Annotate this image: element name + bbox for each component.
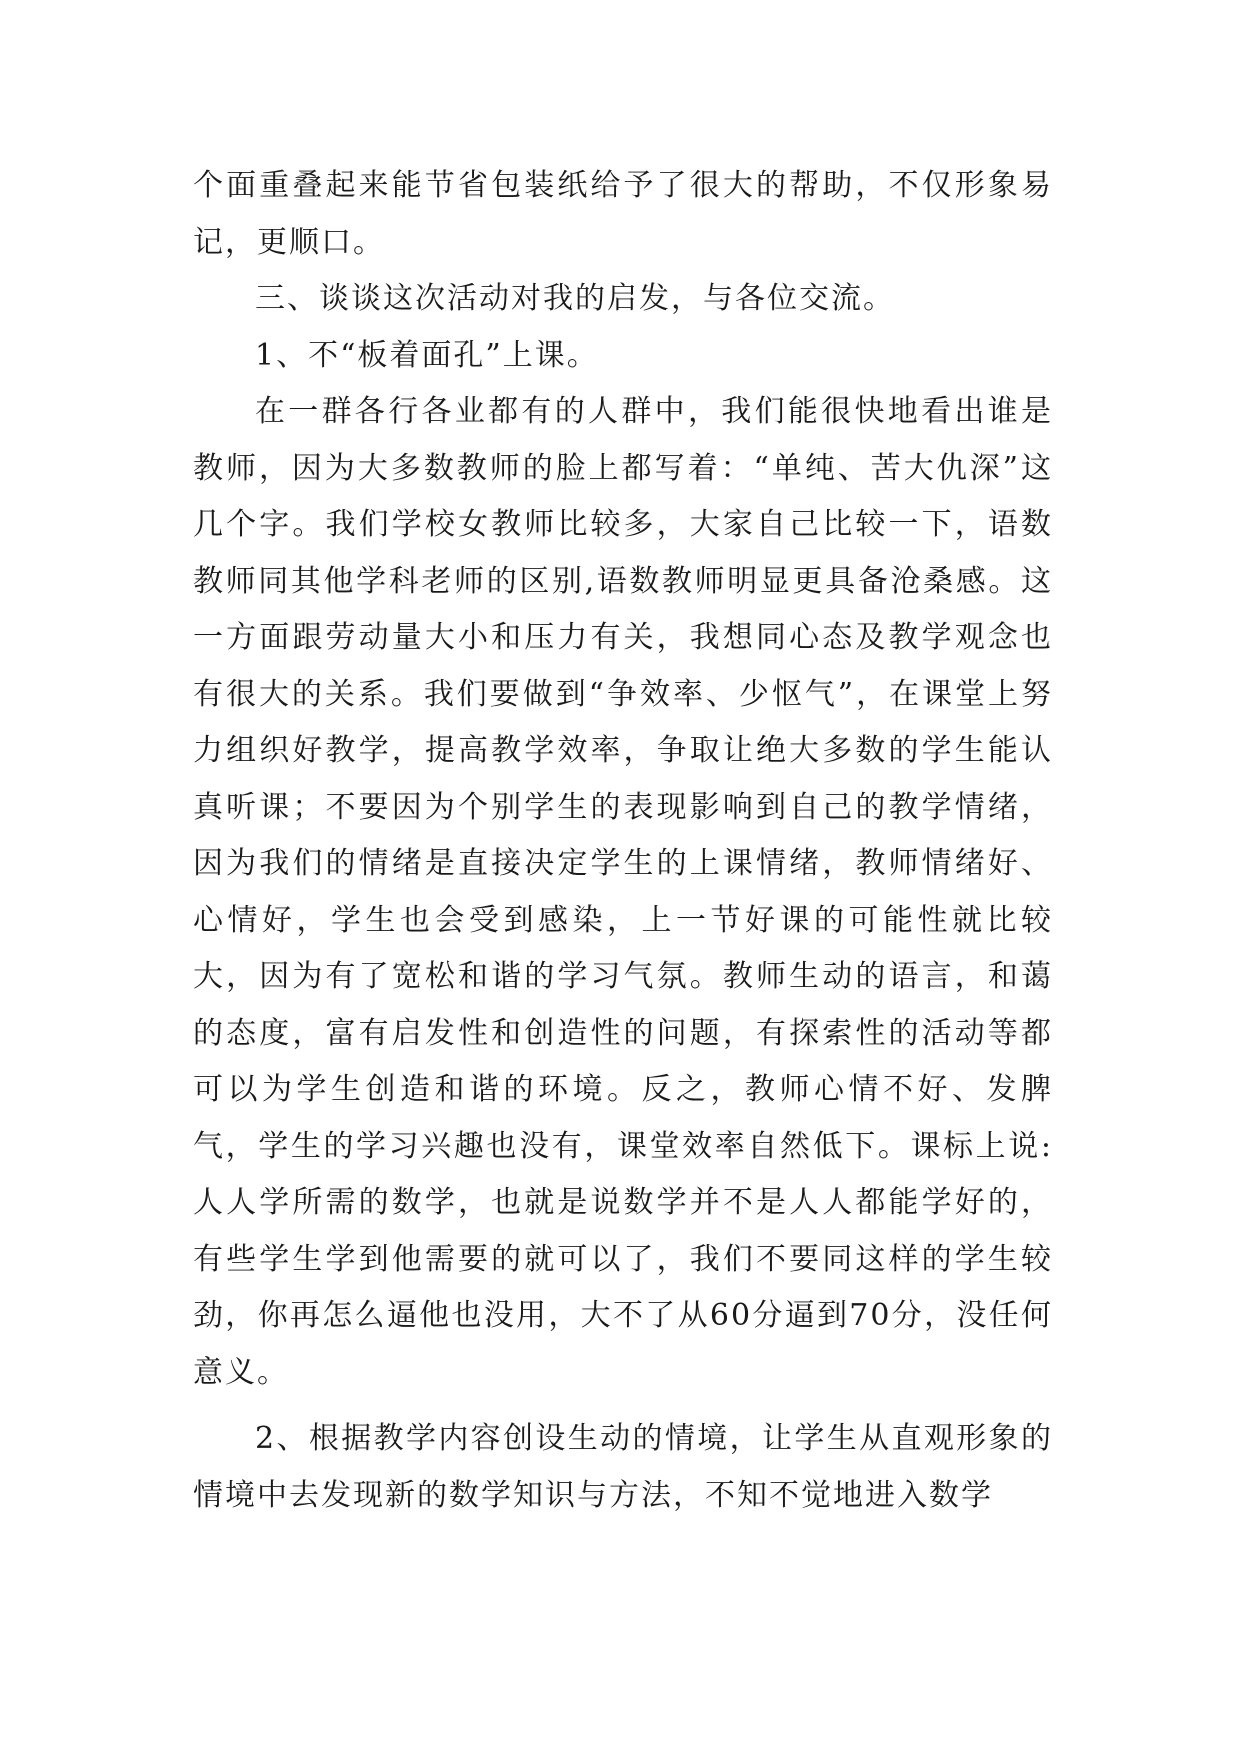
section-heading-three: 三、谈谈这次活动对我的启发，与各位交流。	[255, 281, 895, 316]
subheading-one: 1、不“板着面孔”上课。	[255, 337, 599, 373]
subheading-two: 2、根据教学内容创设生动的情境，让学生从直观形象的情境中去发现新的数学知识与方法，不知不觉地进入数学	[193, 1421, 1053, 1513]
paragraph-continuation: 个面重叠起来能节省包装纸给予了很大的帮助，不仅形象易记，更顺口。	[193, 168, 1053, 260]
paragraph-body: 在一群各行各业都有的人群中，我们能很快地看出谁是教师，因为大多数教师的脸上都写着：“单纯、苦大仇深”这几个字。我们学校女教师比较多，大家自己比较一下，语数教师同其他学科老师的区别,语数教师明显更具备沧桑感。这一方面跟劳动量大小和压力有关，我想同心态及教学观念也有很大的关系。我们要做到“争效率、少怄气”，在课堂上努力组织好教学，提高教学效率，争取让绝大多数的学生能认真听课；不要因为个别学生的表现影响到自己的教学情绪，因为我们的情绪是直接决定学生的上课情绪，教师情绪好、心情好，学生也会受到感染，上一节好课的可能性就比较大，因为有了宽松和谐的学习气氛。教师生动的语言，和蔼的态度，富有启发性和创造性的问题，有探索性的活动等都可以为学生创造和谐的环境。反之，教师心情不好、发脾气，学生的学习兴趣也没有，课堂效率自然低下。课标上说:人人学所需的数学，也就是说数学并不是人人都能学好的，有些学生学到他需要的就可以了，我们不要同这样的学生较劲，你再怎么逼他也没用，大不了从60分逼到70分，没任何意义。	[193, 394, 1053, 1390]
document-body	[193, 158, 1053, 1524]
